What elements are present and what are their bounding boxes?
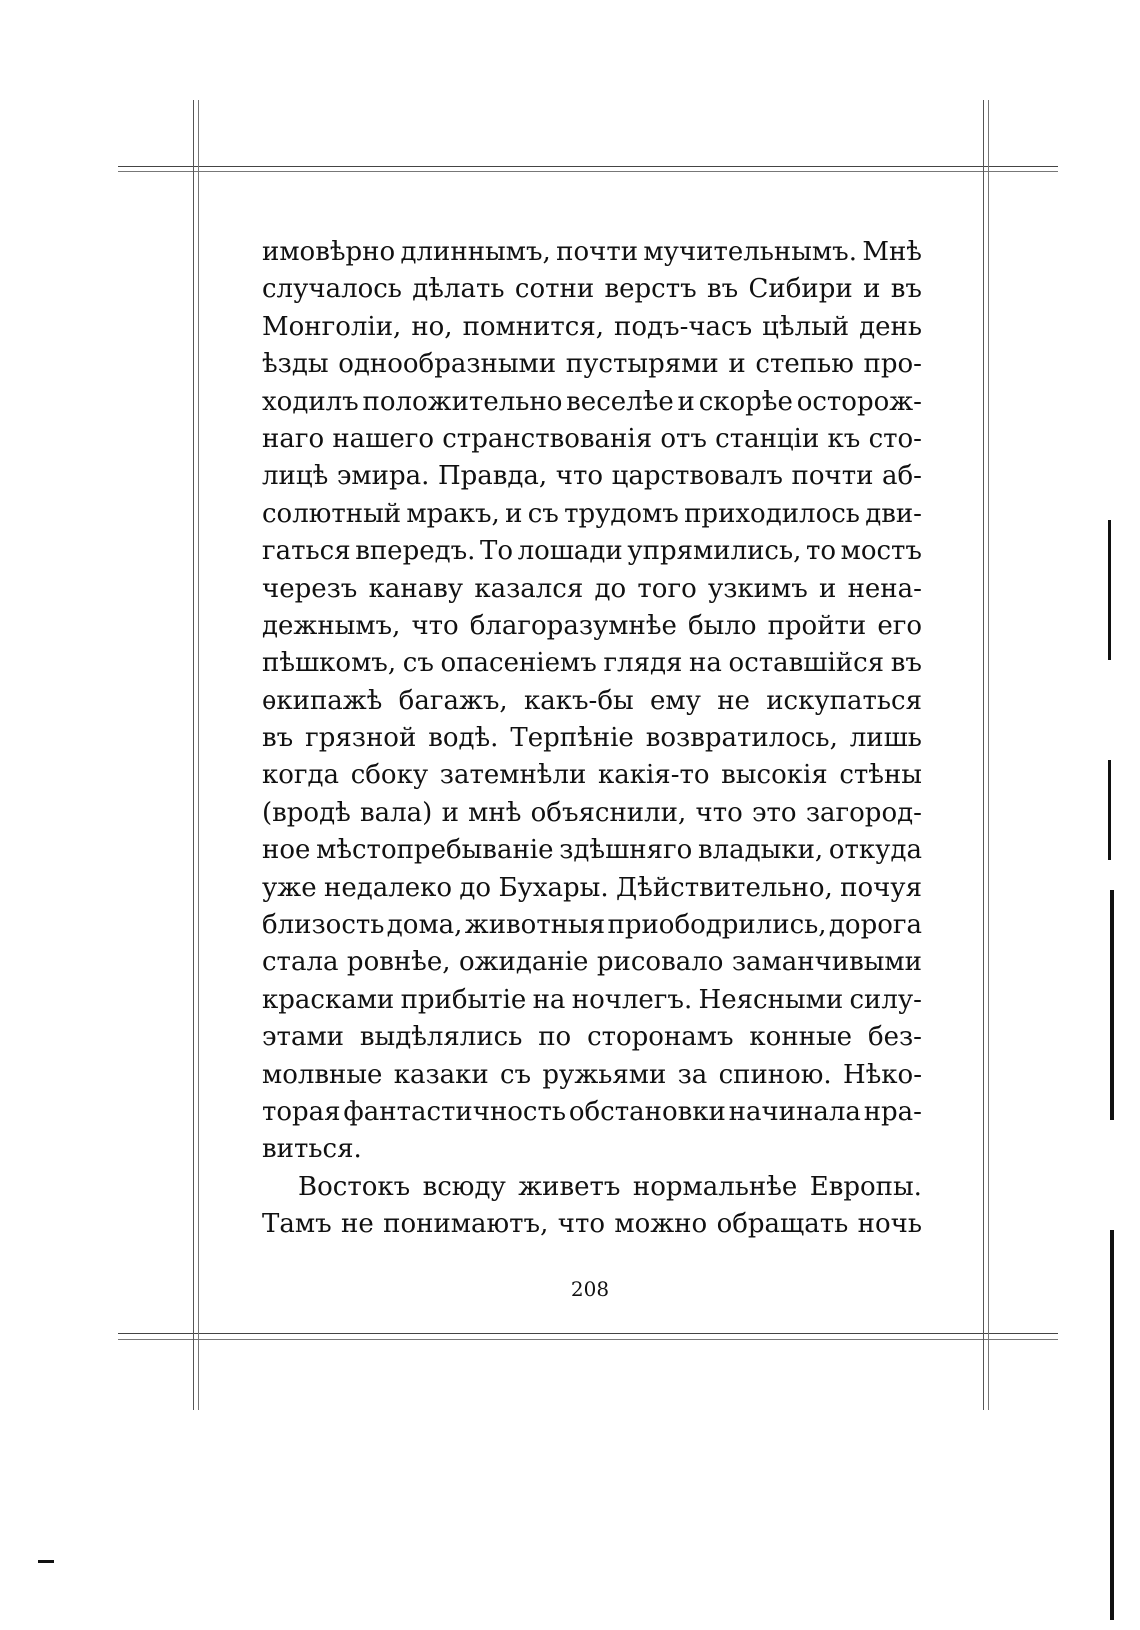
text-line [262,496,922,533]
word: черезъ [262,573,358,604]
word: водѣ. [428,723,499,754]
word: что [695,797,743,828]
word: почти [791,461,874,492]
word: однообразными [338,349,557,380]
scan-edge-mark [38,1560,54,1563]
word: обращать [716,1209,849,1240]
word: имовѣрно [262,237,396,267]
text-line [262,571,922,608]
body-text [262,234,922,1244]
word: на [689,648,722,679]
word: то [805,536,837,567]
word: Бухары. [498,872,609,903]
word: и [819,573,837,604]
word: на [532,984,566,1015]
word: гаться [262,536,351,567]
word: какъ-бы [523,685,634,716]
word: ружьями [542,1059,667,1090]
word: лошади [517,536,623,567]
scan-edge-mark [1108,760,1111,860]
word: стала [262,947,339,978]
word: Сибири [748,274,853,305]
word: положительно [362,386,563,417]
word: живетъ [518,1171,621,1202]
right-double-rule [983,100,989,1410]
word: дома, [386,910,463,941]
text-line [262,795,922,832]
word: солютный [262,498,402,529]
word: без- [867,1022,922,1053]
word: за [677,1059,708,1090]
word: Неясными [698,984,844,1015]
word: какія-то [597,760,710,791]
word: Нѣко- [842,1059,922,1090]
word: можно [614,1209,708,1240]
word: высокія [721,760,828,791]
word: мостъ [840,536,922,567]
word: красками [262,984,395,1015]
word: въ [262,723,294,754]
word: ночлегъ. [571,984,693,1015]
word: длиннымъ, [400,237,551,267]
text-line [262,720,922,757]
word: сбоку [350,760,429,791]
word: возвратилось, [645,723,838,754]
page-number: 208 [570,1277,610,1301]
word: грязной [305,723,417,754]
word: ночь [857,1209,922,1240]
word: благоразумнѣе [469,610,677,641]
word: цѣлый [762,311,850,342]
word: дви- [865,498,922,529]
word: степью [755,349,854,380]
word: лишь [849,723,922,754]
word: ему [649,685,701,716]
word: искупаться [766,685,922,716]
word: сотни [514,274,595,305]
word: близость [262,910,385,941]
word: не [717,685,750,716]
word: заманчивыми [731,947,922,978]
word: скорѣе [698,386,793,417]
word: помнится, [462,311,605,342]
word: ожиданіе [458,947,589,978]
word: и [505,498,523,529]
word: всюду [422,1171,506,1202]
word: здѣшняго [559,835,693,866]
word: приходилось [684,498,860,529]
word: лицѣ [262,461,329,492]
word: глядя [603,648,683,679]
word: выдѣлялись [359,1022,523,1053]
word: фантастичность [343,1096,567,1127]
word: дежнымъ, [262,610,401,641]
word: вала) [360,797,433,828]
word: нра- [863,1096,922,1127]
word: про- [863,349,922,380]
word: мѣстопребываніе [316,835,554,866]
word: день [859,311,922,342]
word: трудомъ [564,498,679,529]
text-line [262,458,922,495]
word: станціи [715,423,820,454]
word: отъ [660,423,707,454]
word: веселѣе [566,386,674,417]
word: верстъ [604,274,697,305]
text-line [262,533,922,570]
word: этами [262,1022,344,1053]
word: владыки, [697,835,824,866]
word: въ [890,648,922,679]
word: приободрились, [607,910,827,941]
word: царствовалъ [611,461,783,492]
word: Правда, [437,461,548,492]
text-line [262,907,922,944]
word: сто- [868,423,922,454]
word: Мнѣ [862,237,922,267]
word: откуда [828,835,922,866]
paragraph [262,234,922,1169]
text-line [262,1057,922,1094]
word: съ [402,648,434,679]
word: спиною. [718,1059,832,1090]
word: ное [262,835,311,866]
word: того [637,573,697,604]
word: Терпѣніе [510,723,634,754]
word: недалеко [323,872,453,903]
word: случалось [262,274,402,305]
word: объяснили, [530,797,687,828]
text-line [262,645,922,682]
word: по [538,1022,572,1053]
word: Тамъ [262,1209,332,1240]
word: молвные [262,1059,383,1090]
word: сторонамъ [587,1022,734,1053]
text-line [262,1169,922,1206]
word: дорога [828,910,922,941]
word: упрямились, [627,536,802,567]
text-line [262,271,922,308]
text-line [262,683,922,720]
word: стѣны [839,760,922,791]
word: рисовало [596,947,724,978]
word: почти [556,237,639,267]
word: пѣшкомъ, [262,648,397,679]
word: Европы. [809,1171,922,1202]
word: понимаютъ, [383,1209,549,1240]
left-double-rule [193,100,199,1410]
word: животныя [464,910,606,941]
text-line [262,234,922,271]
word: къ [827,423,861,454]
word: прибытіе [400,984,527,1015]
word: мракъ, [406,498,500,529]
text-line [262,832,922,869]
word: уже [262,872,317,903]
word: начинала [728,1096,861,1127]
word: и [728,349,746,380]
top-double-rule [118,166,1058,172]
word: что [557,1209,605,1240]
word: казаки [393,1059,489,1090]
word: его [877,610,922,641]
word: багажъ, [398,685,508,716]
word: Востокъ [298,1171,411,1202]
word: мучительнымъ. [643,237,857,267]
word: мнѣ [468,797,522,828]
word: пройти [767,610,867,641]
text-line [262,982,922,1019]
word: и [677,386,695,417]
text-line [262,870,922,907]
word: опасеніемъ [440,648,597,679]
word: загород- [805,797,922,828]
scan-edge-mark [1110,890,1114,1120]
word: до [594,573,627,604]
word: канаву [368,573,464,604]
word: обстановки [568,1096,726,1127]
word: конные [749,1022,853,1053]
word: до [459,872,492,903]
text-line [262,608,922,645]
word: почуя [840,872,922,903]
word: и [863,274,881,305]
text-line [262,757,922,794]
word: (вродѣ [262,797,351,828]
word: ѳкипажѣ [262,685,383,716]
text-line [262,309,922,346]
word: впередъ. [355,536,476,567]
bottom-double-rule [118,1333,1058,1340]
text-line [262,1019,922,1056]
word: наго [262,423,325,454]
word: нашего [332,423,435,454]
word: виться. [262,1134,362,1165]
paragraph [262,1169,922,1244]
word: Дѣйствительно, [616,872,833,903]
word: въ [707,274,739,305]
word: съ [500,1059,532,1090]
word: и [441,797,459,828]
word: ходилъ [262,386,359,417]
text-line [262,1131,922,1168]
word: эмира. [336,461,430,492]
word: аб- [882,461,922,492]
word: не [341,1209,374,1240]
text-line [262,384,922,421]
word: То [480,536,513,567]
word: было [687,610,757,641]
word: ровнѣе, [346,947,451,978]
word: осторож- [796,386,922,417]
word: странствованія [442,423,653,454]
word: оставшійся [728,648,885,679]
text-line [262,346,922,383]
word: дѣлать [412,274,505,305]
word: что [411,610,459,641]
word: пустырями [565,349,719,380]
word: когда [262,760,340,791]
text-line [262,421,922,458]
word: нена- [847,573,922,604]
word: что [555,461,604,492]
word: это [751,797,797,828]
text-line [262,1094,922,1131]
word: съ [527,498,559,529]
word: затемнѣли [439,760,587,791]
word: Монголіи, [262,311,402,342]
text-line [262,1206,922,1243]
text-line [262,944,922,981]
word: торая [262,1096,341,1127]
word: нормальнѣе [632,1171,798,1202]
word: но, [411,311,453,342]
word: ѣзды [262,349,329,380]
word: силу- [849,984,922,1015]
scan-edge-mark [1108,520,1111,660]
word: въ [890,274,922,305]
word: узкимъ [707,573,808,604]
word: казался [474,573,584,604]
word: подъ-часъ [614,311,753,342]
